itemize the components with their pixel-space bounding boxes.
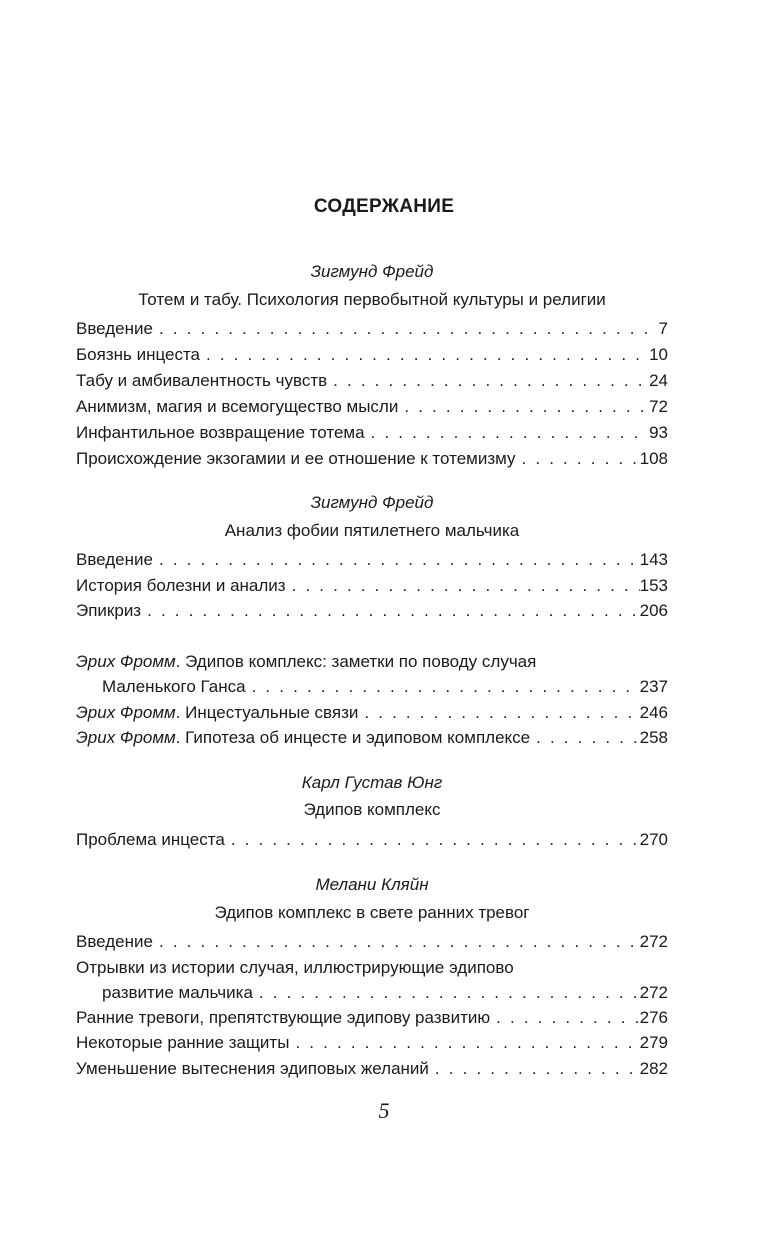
toc-entry-page: 237 xyxy=(639,677,668,696)
toc-entry-title: Введение xyxy=(76,932,153,951)
entry-author: Эрих Фромм xyxy=(76,703,176,722)
toc-entry-page: 93 xyxy=(649,423,668,442)
toc-entry-page: 206 xyxy=(639,601,668,620)
toc-entry[interactable] xyxy=(76,318,668,340)
toc-entry-page: 10 xyxy=(649,345,668,364)
toc-entry[interactable] xyxy=(76,1032,668,1054)
toc-entry-title: История болезни и анализ xyxy=(76,576,286,595)
toc-entry[interactable] xyxy=(76,549,668,571)
toc-entry[interactable] xyxy=(76,931,668,953)
section-work-title: Тотем и табу. Психология первобытной культуры и религии xyxy=(138,290,606,309)
section-author: Зигмунд Фрейд xyxy=(310,493,434,512)
toc-entry-page: 143 xyxy=(639,550,668,569)
toc-entry[interactable] xyxy=(76,575,668,597)
toc-entry-title: Происхождение экзогамии и ее отношение к тотемизму xyxy=(76,449,516,468)
toc-entry[interactable] xyxy=(76,396,668,418)
toc-entry-title: Отрывки из истории случая, иллюстрирующие эдипово xyxy=(76,958,514,977)
toc-entry[interactable] xyxy=(102,982,668,1004)
dot-leader xyxy=(289,1032,639,1054)
toc-entry-page: 272 xyxy=(639,932,668,951)
toc-entry-page: 272 xyxy=(639,983,668,1002)
dot-leader xyxy=(490,1007,640,1029)
dot-leader xyxy=(429,1058,640,1080)
toc-entry[interactable] xyxy=(76,600,668,622)
dot-leader xyxy=(246,676,640,698)
toc-entry-page: 24 xyxy=(649,371,668,390)
section-author: Зигмунд Фрейд xyxy=(310,262,434,281)
toc-entry-page: 72 xyxy=(649,397,668,416)
dot-leader xyxy=(225,829,640,851)
toc-entry-title: Эпикриз xyxy=(76,601,142,620)
toc-entry-page: 153 xyxy=(639,576,668,595)
toc-entry[interactable] xyxy=(76,344,668,366)
toc-entry-title-continued: Маленького Ганса xyxy=(102,677,246,696)
dot-leader xyxy=(530,727,640,749)
toc-entry[interactable] xyxy=(76,422,668,444)
dot-leader xyxy=(200,344,649,366)
toc-entry-title: Введение xyxy=(76,550,153,569)
page-number: 5 xyxy=(378,1098,390,1123)
dot-leader xyxy=(153,931,640,953)
toc-entry-first-line[interactable] xyxy=(76,957,668,979)
toc-entry[interactable] xyxy=(76,370,668,392)
toc-entry[interactable] xyxy=(76,1058,668,1080)
toc-entry-title: Проблема инцеста xyxy=(76,830,225,849)
toc-entry-title: . Эдипов комплекс: заметки по поводу случая xyxy=(175,652,537,671)
dot-leader xyxy=(365,422,650,444)
toc-entry-title: Боязнь инцеста xyxy=(76,345,201,364)
page-title: СОДЕРЖАНИЕ xyxy=(313,196,455,217)
toc-entry-title: Введение xyxy=(76,319,153,338)
toc-entry[interactable] xyxy=(76,702,668,724)
toc-entry-title: Инфантильное возвращение тотема xyxy=(76,423,365,442)
toc-entry-page: 7 xyxy=(658,319,668,338)
toc-entry[interactable] xyxy=(76,727,668,749)
toc-entry-page: 258 xyxy=(639,728,668,747)
dot-leader xyxy=(327,370,649,392)
toc-entry-page: 270 xyxy=(639,830,668,849)
toc-entry-title: Анимизм, магия и всемогущество мысли xyxy=(76,397,399,416)
toc-entry[interactable] xyxy=(76,829,668,851)
toc-entry-title: Уменьшение вытеснения эдиповых желаний xyxy=(76,1059,429,1078)
toc-entry-page: 276 xyxy=(639,1008,668,1027)
toc-entry-title: Ранние тревоги, препятствующие эдипову развитию xyxy=(76,1008,491,1027)
dot-leader xyxy=(516,448,640,470)
toc-entry-title: . Инцестуальные связи xyxy=(175,703,359,722)
dot-leader xyxy=(358,702,639,724)
dot-leader xyxy=(153,549,640,571)
entry-author: Эрих Фромм xyxy=(76,652,176,671)
toc-entry[interactable] xyxy=(76,448,668,470)
section-work-title: Эдипов комплекс в свете ранних тревог xyxy=(214,903,530,922)
dot-leader xyxy=(153,318,659,340)
dot-leader xyxy=(286,575,640,597)
section-author: Мелани Кляйн xyxy=(315,875,429,894)
dot-leader xyxy=(141,600,640,622)
toc-entry-page: 108 xyxy=(639,449,668,468)
toc-entry-page: 282 xyxy=(639,1059,668,1078)
toc-entry-title: . Гипотеза об инцесте и эдиповом комплексе xyxy=(175,728,531,747)
toc-entry-title: Табу и амбивалентность чувств xyxy=(76,371,328,390)
dot-leader xyxy=(253,982,640,1004)
toc-entry-page: 246 xyxy=(639,703,668,722)
toc-entry-title-continued: развитие мальчика xyxy=(102,983,253,1002)
dot-leader xyxy=(398,396,649,418)
toc-entry-title: Некоторые ранние защиты xyxy=(76,1033,290,1052)
toc-entry-page: 279 xyxy=(639,1033,668,1052)
section-work-title: Эдипов комплекс xyxy=(303,800,441,819)
entry-author: Эрих Фромм xyxy=(76,728,176,747)
section-author: Карл Густав Юнг xyxy=(301,773,443,792)
toc-entry[interactable] xyxy=(76,1007,668,1029)
section-work-title: Анализ фобии пятилетнего мальчика xyxy=(224,521,520,540)
toc-entry-first-line[interactable] xyxy=(76,651,668,673)
toc-entry[interactable] xyxy=(102,676,668,698)
